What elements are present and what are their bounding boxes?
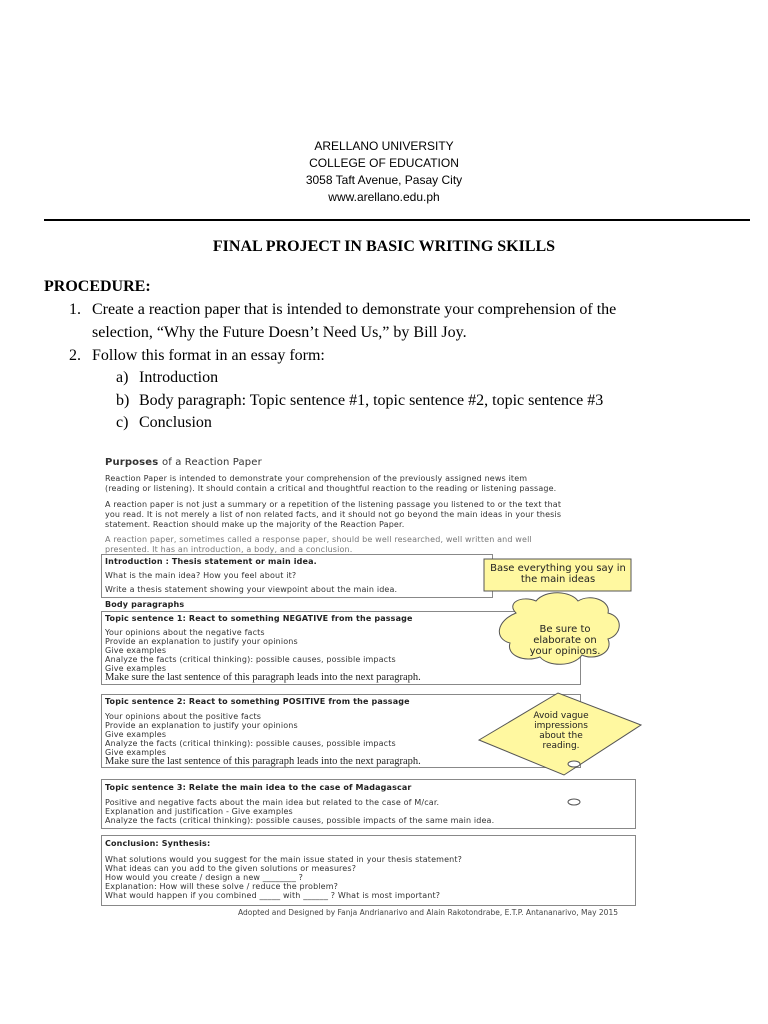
figure-title-a: Purposes (105, 457, 159, 468)
intro-line1: What is the main idea? How you feel about it? (105, 571, 297, 580)
topic3-heading: Topic sentence 3: Relate the main idea to the case of Madagascar (105, 783, 412, 792)
small-bubble (568, 799, 580, 805)
topic2-line6: Make sure the last sentence of this paragraph leads into the next paragraph. (105, 756, 421, 767)
topic2-line1: Your opinions about the positive facts (105, 712, 262, 721)
para3-line2: presented. It has an introduction, a body, and a conclusion. (105, 545, 353, 554)
topic2-line2: Provide an explanation to justify your opinions (105, 721, 298, 730)
item-1-number: 1. (69, 301, 81, 318)
topic1-line1: Your opinions about the negative facts (105, 628, 265, 637)
callout-avoid-vague: Avoid vague impressions about the reading. (533, 711, 589, 751)
item-1-line-1: Create a reaction paper that is intended to demonstrate your comprehension of the (92, 301, 617, 318)
document-title: FINAL PROJECT IN BASIC WRITING SKILLS (212, 238, 556, 255)
topic3-line1: Positive and negative facts about the main idea but related to the case of M/car. (105, 798, 440, 807)
topic3-line2: Explanation and justification - Give examples (105, 807, 293, 816)
topic2-line4: Analyze the facts (critical thinking): possible causes, possible impacts (105, 739, 396, 748)
procedure-heading: PROCEDURE: (44, 278, 151, 295)
topic1-line5: Give examples (105, 664, 167, 673)
callout-main-ideas: Base everything you say in the main ideas (490, 563, 626, 585)
subitem-a-marker: a) (116, 369, 129, 386)
conclusion-line2: What ideas can you add to the given solutions or measures? (105, 864, 357, 873)
topic1-line4: Analyze the facts (critical thinking): possible causes, possible impacts (105, 655, 396, 664)
callout-elaborate: Be sure to elaborate on your opinions. (529, 624, 601, 657)
subitem-c-marker: c) (116, 414, 129, 431)
header-divider (44, 219, 750, 221)
callout-shapes (96, 455, 644, 920)
conclusion-line4: Explanation: How will these solve / reduce the problem? (105, 882, 339, 891)
item-1-line-2: selection, “Why the Future Doesn’t Need Us,” by Bill Joy. (92, 324, 467, 341)
para1-line1: Reaction Paper is intended to demonstrate your comprehension of the previously assigned news item (105, 474, 528, 483)
topic3-line3: Analyze the facts (critical thinking): possible causes, possible impacts of the same main idea. (105, 816, 495, 825)
reaction-paper-figure (96, 455, 644, 920)
figure-credit: Adopted and Designed by Fanja Andrianarivo and Alain Rakotondrabe, E.T.P. Antananarivo, May 2015 (238, 908, 618, 917)
website: www.arellano.edu.ph (328, 190, 440, 204)
item-2-line-1: Follow this format in an essay form: (92, 347, 325, 364)
address: 3058 Taft Avenue, Pasay City (305, 173, 463, 187)
cloud-tail-bubble (568, 761, 580, 767)
subitem-c-text: Conclusion (139, 414, 212, 431)
topic2-heading: Topic sentence 2: React to something POSITIVE from the passage (105, 697, 410, 706)
subitem-b-marker: b) (116, 392, 130, 409)
topic2-line3: Give examples (105, 730, 167, 739)
para2-line2: you read. It is not merely a list of non related facts, and it should not go beyond the main ideas in your thesis (105, 510, 562, 519)
para2-line3: statement. Reaction should make up the majority of the Reaction Paper. (105, 520, 405, 529)
topic2-line5: Give examples (105, 748, 167, 757)
para1-line2: (reading or listening). It should contain a critical and thoughtful reaction to the reading or listening passage. (105, 484, 557, 493)
intro-heading: Introduction : Thesis statement or main idea. (105, 557, 317, 566)
subitem-a-text: Introduction (139, 369, 219, 386)
figure-title-b: of a Reaction Paper (161, 457, 262, 468)
intro-line2: Write a thesis statement showing your viewpoint about the main idea. (105, 585, 398, 594)
para2-line1: A reaction paper is not just a summary or a repetition of the listening passage you listened to or the text that (105, 500, 562, 509)
subitem-b-text: Body paragraph: Topic sentence #1, topic sentence #2, topic sentence #3 (139, 392, 604, 409)
university-name: ARELLANO UNIVERSITY (314, 139, 454, 153)
conclusion-heading: Conclusion: Synthesis: (105, 839, 211, 848)
para3-line1: A reaction paper, sometimes called a response paper, should be well researched, well written and well (105, 535, 532, 544)
topic1-line2: Provide an explanation to justify your opinions (105, 637, 298, 646)
college-name: COLLEGE OF EDUCATION (309, 156, 459, 170)
topic1-heading: Topic sentence 1: React to something NEGATIVE from the passage (105, 614, 413, 623)
conclusion-line5: What would happen if you combined _____ with ______ ? What is most important? (105, 891, 441, 900)
topic1-line3: Give examples (105, 646, 167, 655)
conclusion-line1: What solutions would you suggest for the main issue stated in your thesis statement? (105, 855, 463, 864)
conclusion-line3: How would you create / design a new ________ ? (105, 873, 304, 882)
body-heading: Body paragraphs (105, 600, 185, 609)
topic1-line6: Make sure the last sentence of this paragraph leads into the next paragraph. (105, 672, 421, 683)
item-2-number: 2. (69, 347, 81, 364)
